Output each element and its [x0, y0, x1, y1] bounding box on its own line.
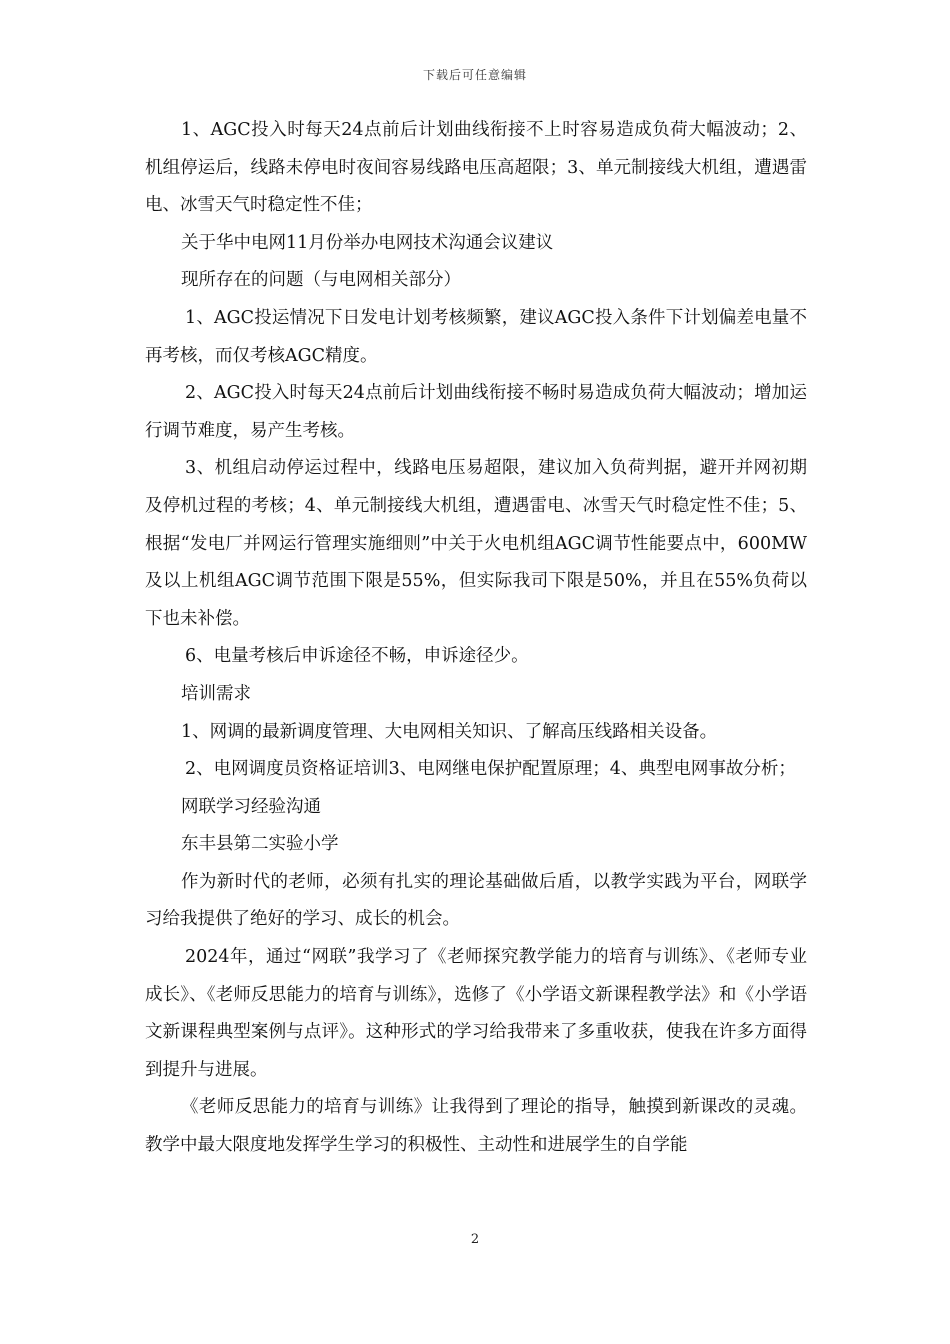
paragraph-problem-3: 3、机组启动停运过程中，线路电压易超限，建议加入负荷判据，避开并网初期及停机过程的考核；4、单元制接线大机组，遭遇雷电、冰雪天气时稳定性不佳；5、根据“发电厂并网运行管理实施细则”中关于火电机组AGC调节性能要点中，600MW及以上机组AGC调节范围下限是55%，但实际我司下限是50%，并且在55%负荷以下也未补偿。 — [145, 458, 807, 629]
paragraph-problem-1: 1、AGC投运情况下日发电计划考核频繁，建议AGC投入条件下计划偏差电量不再考核，而仅考核AGC精度。 — [145, 307, 807, 366]
paragraph-reflection: 《老师反思能力的培育与训练》让我得到了理论的指导，触摸到新课改的灵魂。教学中最大限度地发挥学生学习的积极性、主动性和进展学生的自学能 — [145, 1097, 807, 1156]
paragraph-meeting-title: 关于华中电网11月份举办电网技术沟通会议建议 — [181, 232, 554, 253]
paragraph-training-heading: 培训需求 — [181, 683, 251, 704]
paragraph-article-title: 网联学习经验沟通 — [181, 796, 321, 817]
paragraph-school-name: 东丰县第二实验小学 — [181, 834, 339, 855]
document-body — [145, 112, 807, 1165]
paragraph-courses: 2024年，通过“网联”我学习了《老师探究教学能力的培育与训练》、《老师专业成长》、《老师反思能力的培育与训练》，选修了《小学语文新课程教学法》和《小学语文新课程典型案例与点评》。这种形式的学习给我带来了多重收获，使我在许多方面得到提升与进展。 — [145, 947, 807, 1080]
paragraph-training-1: 1、网调的最新调度管理、大电网相关知识、了解高压线路相关设备。 — [181, 721, 718, 742]
paragraph-intro: 作为新时代的老师，必须有扎实的理论基础做后盾，以教学实践为平台，网联学习给我提供了绝好的学习、成长的机会。 — [145, 871, 807, 930]
paragraph-agc-issues: 1、AGC投入时每天24点前后计划曲线衔接不上时容易造成负荷大幅波动；2、机组停运后，线路未停电时夜间容易线路电压高超限；3、单元制接线大机组，遭遇雷电、冰雪天气时稳定性不佳； — [145, 120, 807, 216]
paragraph-problem-6: 6、电量考核后申诉途径不畅，申诉途径少。 — [185, 646, 529, 667]
page-header: 下载后可任意编辑 — [422, 68, 527, 82]
page-number: 2 — [470, 1232, 480, 1247]
paragraph-problem-2: 2、AGC投入时每天24点前后计划曲线衔接不畅时易造成负荷大幅波动；增加运行调节难度，易产生考核。 — [145, 383, 807, 441]
paragraph-problems-heading: 现所存在的问题（与电网相关部分） — [181, 270, 461, 291]
paragraph-training-2: 2、电网调度员资格证培训3、电网继电保护配置原理；4、典型电网事故分析； — [185, 759, 796, 780]
